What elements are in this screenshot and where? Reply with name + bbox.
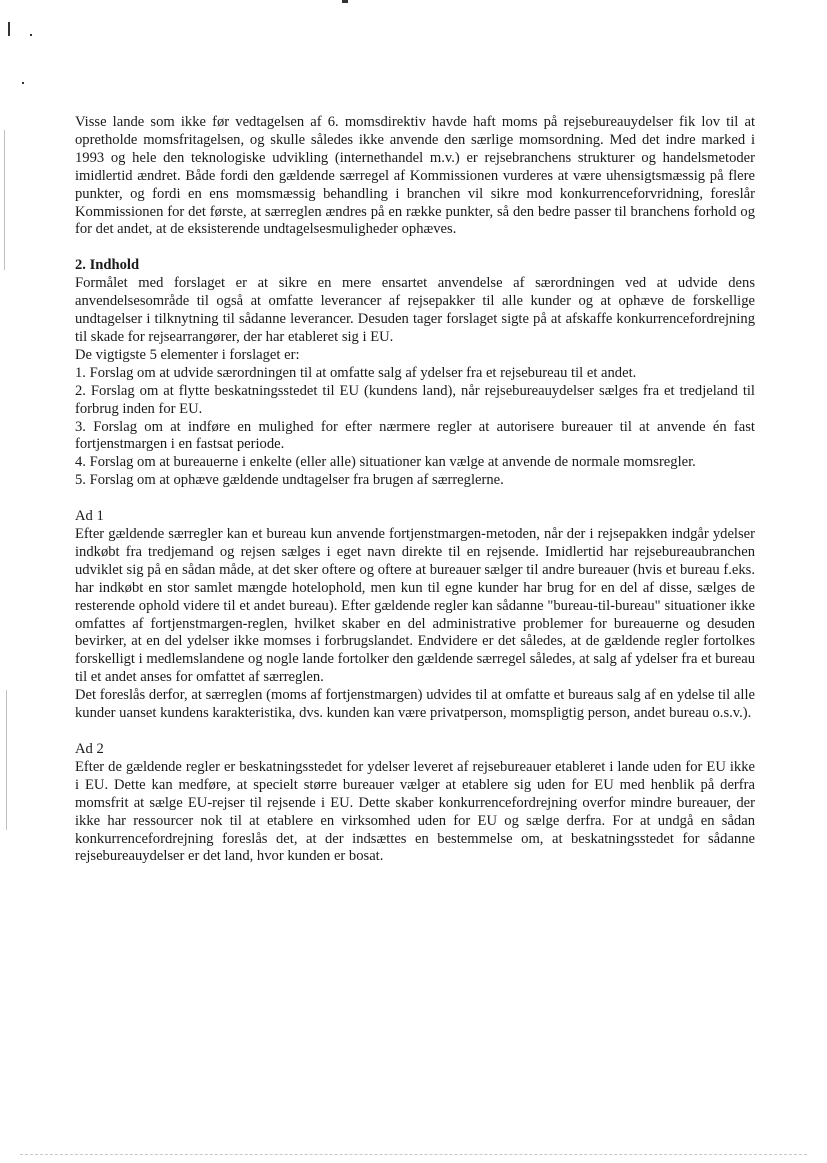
- spacer: [75, 490, 755, 508]
- scan-speck: [22, 82, 24, 84]
- list-item: 1. Forslag om at udvide særordningen til at omfatte salg af ydelser fra et rejsebureau til et andet.: [75, 364, 637, 381]
- ad2-heading: Ad 2: [75, 741, 104, 757]
- section-paragraph: Formålet med forslaget er at sikre en mere ensartet anvendelse af særordningen ved at udvide dens anvendelsesområde til også at omfatte leverancer af rejsepakker til alle kunder og at ophæve de forskellige undtagelser i tilknytning til sådanne leverancer. Desuden tager forslaget sigte på at afskaffe konkurrencefordrejning til skade for rejsearrangører, der har etableret sig i EU.: [75, 275, 755, 345]
- list-item: 3. Forslag om at indføre en mulighed for efter nærmere regler at autorisere bureauer til at anvende én fast fortjenstmargen i en fastsat periode.: [75, 418, 755, 453]
- scan-speck: [8, 22, 10, 36]
- ad1-heading: Ad 1: [75, 508, 104, 525]
- list-item: 5. Forslag om at ophæve gældende undtagelser fra brugen af særreglerne.: [75, 472, 504, 489]
- scan-edge-line: [6, 690, 7, 830]
- spacer: [75, 239, 755, 257]
- ad1-paragraph: Efter gældende særregler kan et bureau kun anvende fortjenstmargen-metoden, når der i rejsepakken indgår ydelser indkøbt fra tredjemand og rejsen sælges i eget navn direkte til en rejsende. Imidlertid har rejsebureaubranchen udviklet sig på en sådan måde, at det sker oftere og oftere at bureauer sælger til andre bureauer (hvis et bureau f.eks. har indkøbt en stor samlet mængde hotelophold, men kun til egne kunder har brug for en del af disse, sælges de resterende ophold videre til et andet bureau). Efter gældende regler kan sådanne "bureau-til-bureau" situationer ikke omfattes af fortjenstmargen-reglen, hvilket skaber en del administrative problemer for bureauerne og desuden bevirker, at en del ydelser ikke momses i forbrugslandet. Endvidere er det således, at de gældende regler fortolkes forskelligt i medlemslandene og nogle lande fortolker den gældende særregel således, at salg af ydelser fra et bureau til et andet anses for omfattet af særreglen.: [75, 526, 755, 686]
- spacer: [75, 723, 755, 741]
- scan-bottom-edge: [20, 1154, 807, 1155]
- section-heading: 2. Indhold: [75, 257, 140, 274]
- list-item: 2. Forslag om at flytte beskatningsstedet til EU (kundens land), når rejsebureauydelser sælges fra et tredjeland til forbrug inden for EU.: [75, 382, 755, 417]
- ad2-paragraph: Efter de gældende regler er beskatningsstedet for ydelser leveret af rejsebureauer etableret i lande uden for EU ikke i EU. Dette kan medføre, at specielt større bureauer vælger at etablere sig uden for EU med henblik på derfra momsfrit at sælge EU-rejser til rejsende i EU. Dette skaber konkurrencefordrejning overfor mindre bureauer, der ikke har ressourcer nok til at etablere en virksomhed uden for EU og sælge derfra. For at undgå en sådan konkurrencefordrejning foreslås det, at der indsættes en bestemmelse om, at beskatningsstedet for sådanne rejsebureauydelser er det land, hvor kunden er bosat.: [75, 758, 755, 865]
- list-intro: De vigtigste 5 elementer i forslaget er:: [75, 346, 300, 363]
- scan-speck: [30, 34, 32, 36]
- intro-paragraph: Visse lande som ikke før vedtagelsen af 6. momsdirektiv havde haft moms på rejsebureauydelser fik lov til at opretholde momsfritagelsen, og skulle således ikke anvende den særlige momsordning. Med det indre marked i 1993 og hele den teknologiske udvikling (internethandel m.v.) er rejsebranchens strukturer og handelsmetoder imidlertid ændret. Både fordi den gældende særregel af Kommissionen vurderes at være uhensigtsmæssig på flere punkter, og fordi en ens momsmæssig behandling i branchen vil sikre mod konkurrenceforvridning, foreslår Kommissionen for det første, at særreglen ændres på en række punkter, så den bedre passer til branchens forhold og for det andet, at de eksisterende undtagelsesmuligheder ophæves.: [75, 114, 755, 238]
- scan-edge-line: [4, 130, 5, 270]
- ad1-paragraph-2: Det foreslås derfor, at særreglen (moms af fortjenstmargen) udvides til at omfatte et bureaus salg af en ydelse til alle kunder uanset kundens karakteristika, dvs. kunden kan være privatperson, momspligtig person, andet bureau o.s.v.).: [75, 687, 755, 722]
- scan-speck: [342, 0, 348, 3]
- document-page: [75, 114, 755, 866]
- list-item: 4. Forslag om at bureauerne i enkelte (eller alle) situationer kan vælge at anvende de normale momsregler.: [75, 454, 696, 471]
